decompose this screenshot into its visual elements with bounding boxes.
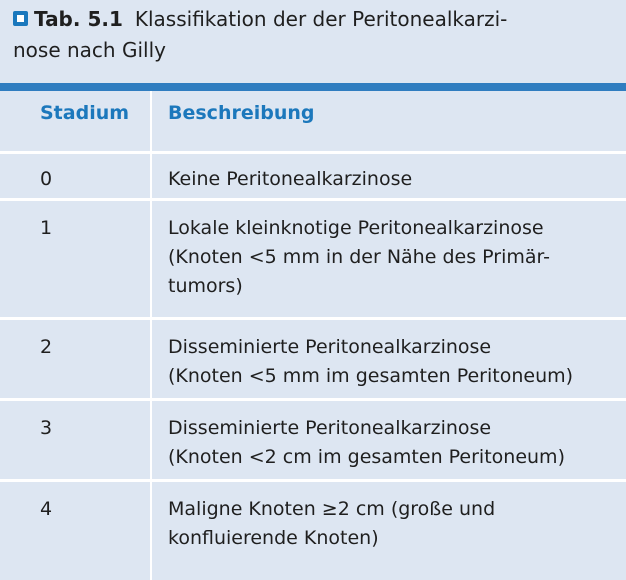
description-line: tumors) [168,275,243,297]
table-cell-description [168,165,616,194]
description-line: (Knoten <5 mm im gesamten Peritoneum) [168,365,574,387]
row-divider [0,151,626,154]
caption-text-1: Klassifikation der der Peritonealkarzi- [134,7,508,31]
description-line: Disseminierte Peritonealkarzinose [168,336,492,358]
table-cell-stage: 4 [40,498,53,520]
row-divider [0,479,626,482]
table-cell-stage: 0 [40,168,53,190]
description-line: (Knoten <5 mm in der Nähe des Primär- [168,246,550,268]
table-cell-description [168,333,616,391]
table-cell-description [168,495,616,553]
caption-line-1 [13,4,613,35]
table-cell-stage: 3 [40,417,53,439]
table-cell-description [168,214,616,301]
description-line: (Knoten <2 cm im gesamten Peritoneum) [168,446,565,468]
column-header-description: Beschreibung [168,102,315,124]
description-line: Maligne Knoten ≥2 cm (große und [168,498,496,520]
column-header-stage: Stadium [40,102,130,124]
row-divider [0,398,626,401]
caption-line-2: nose nach Gilly [13,38,166,62]
table-cell-description [168,414,616,472]
header-rule [0,83,626,91]
description-line: Keine Peritonealkarzinose [168,168,413,190]
description-line: konfluierende Knoten) [168,527,379,549]
table-cell-stage: 2 [40,336,53,358]
table-caption [13,4,613,66]
row-divider [0,198,626,201]
column-divider [150,91,152,580]
table-number: Tab. 5.1 [34,7,123,31]
description-line: Disseminierte Peritonealkarzinose [168,417,492,439]
description-line: Lokale kleinknotige Peritonealkarzinose [168,217,544,239]
table-cell-stage: 1 [40,217,53,239]
table-icon [13,11,28,26]
row-divider [0,317,626,320]
